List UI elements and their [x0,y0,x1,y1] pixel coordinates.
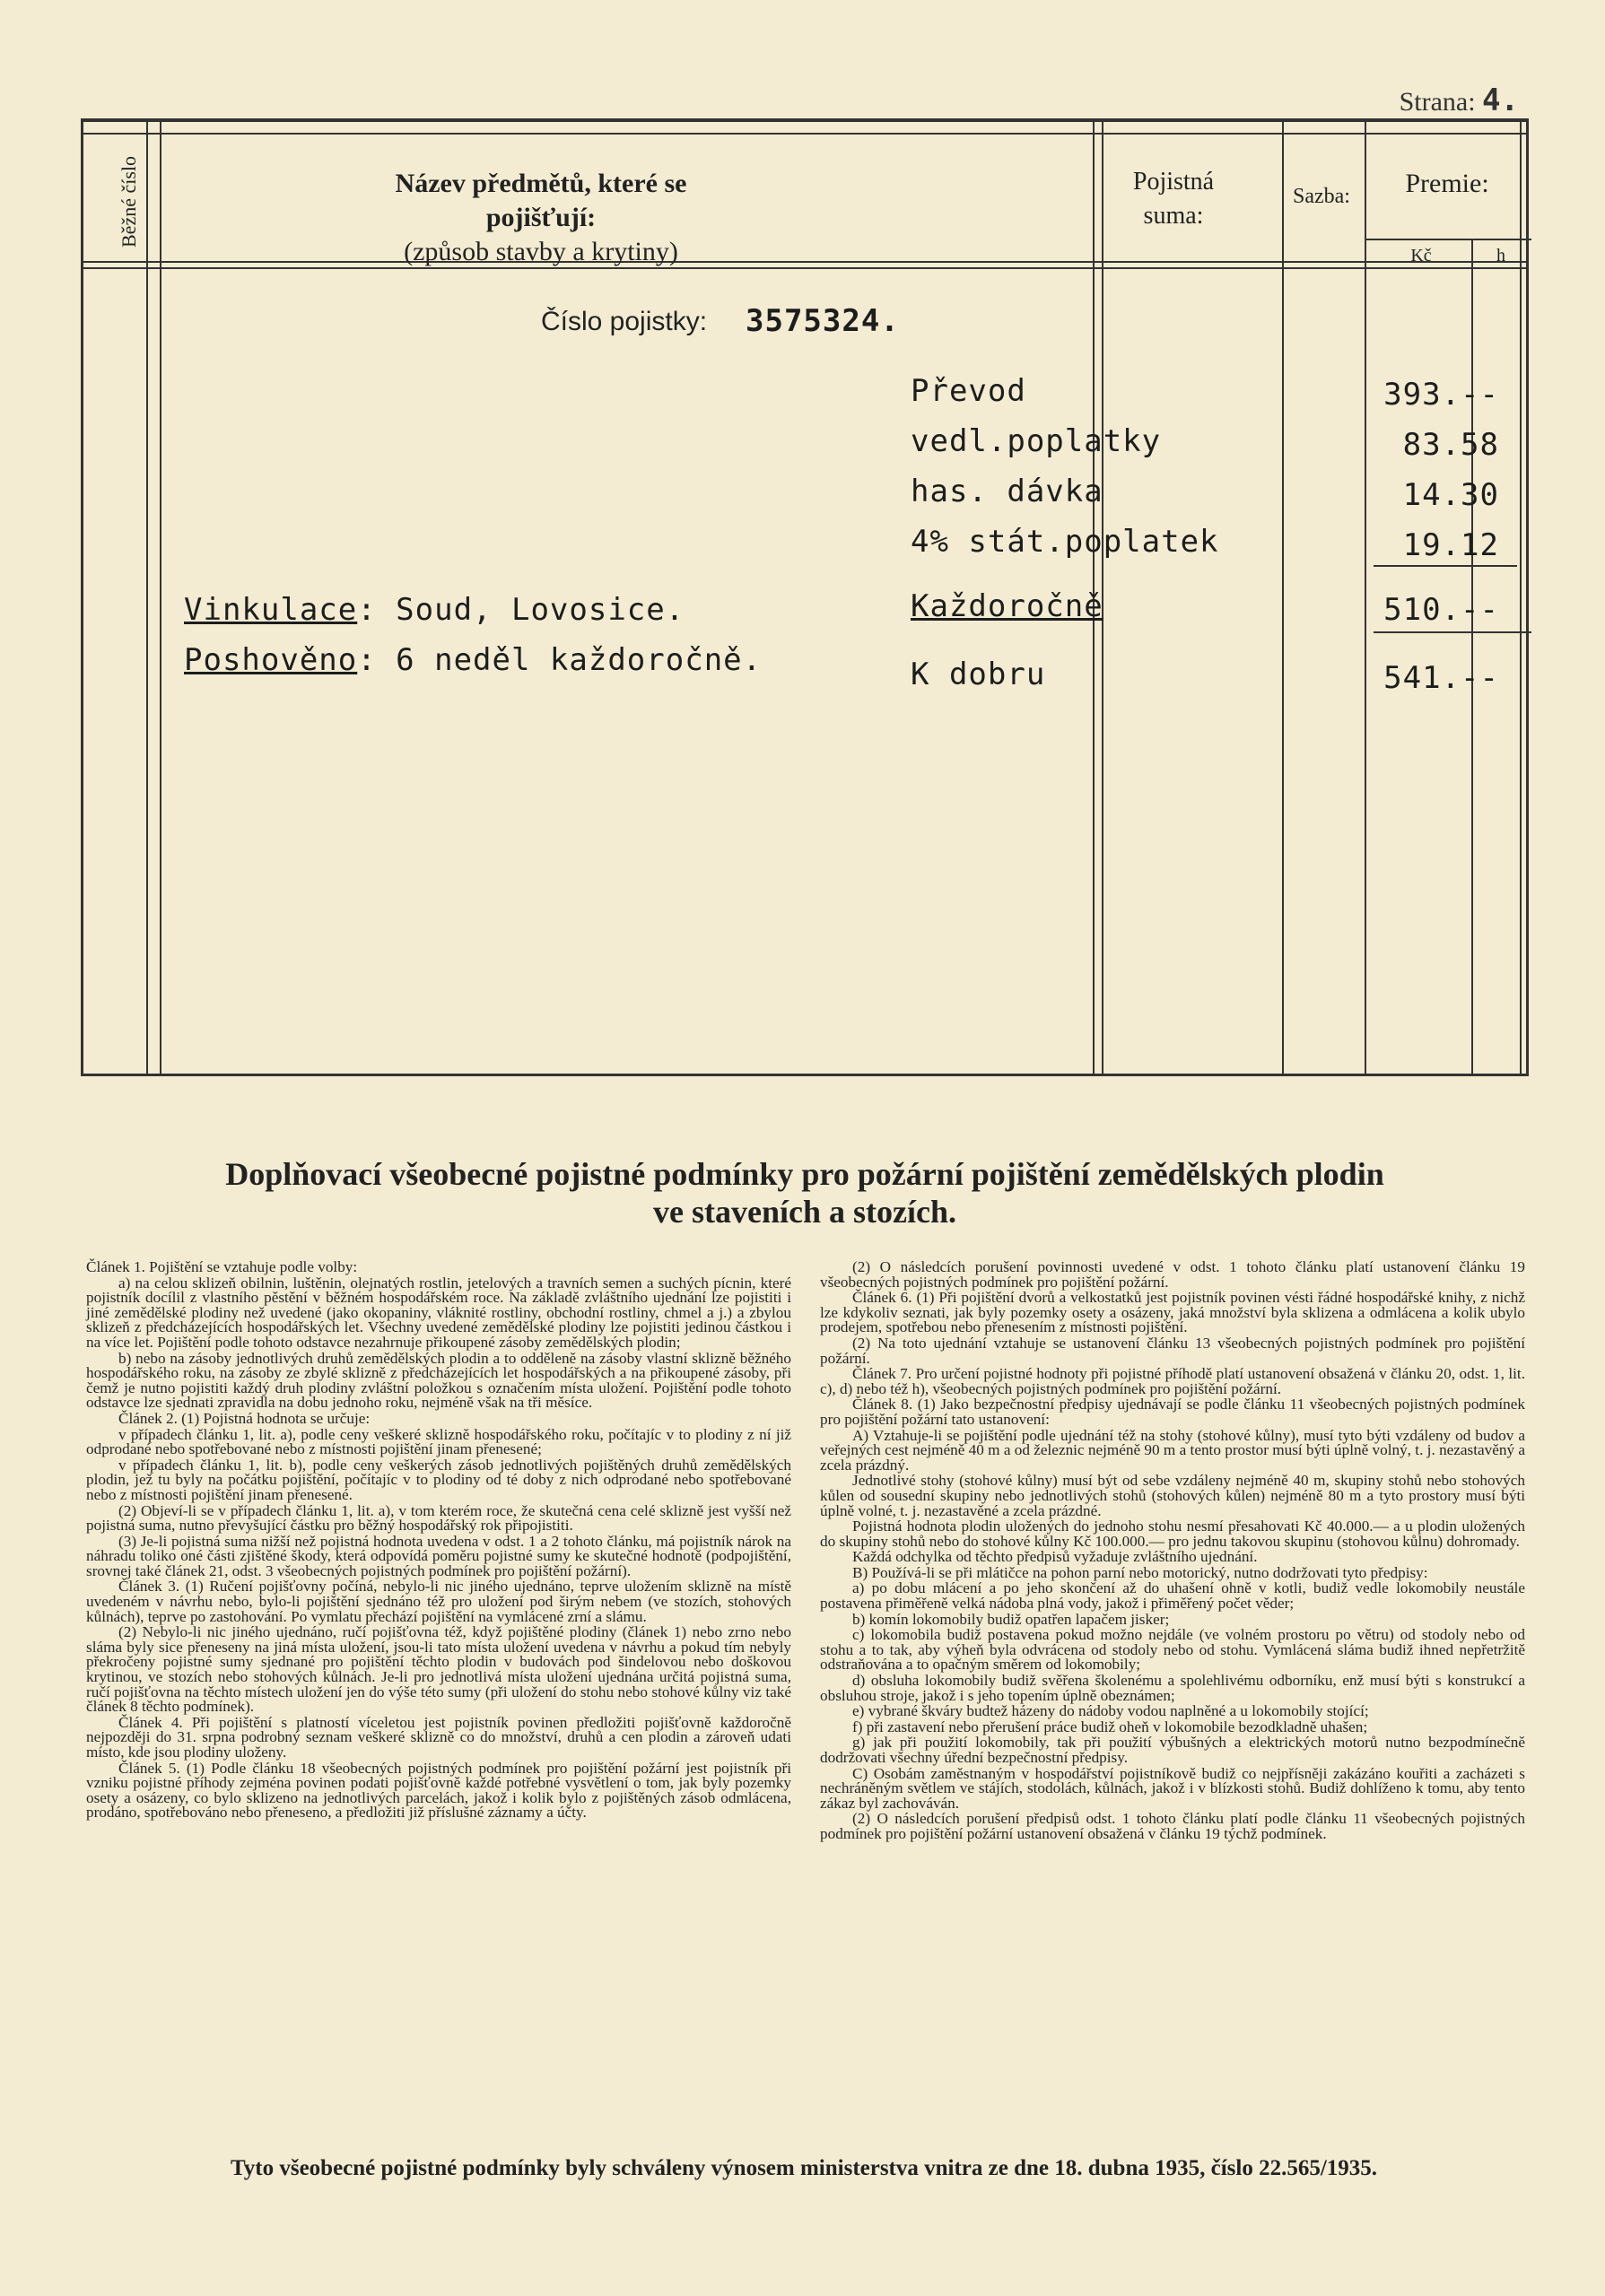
line-amount: 19.12 [1402,527,1499,563]
line-label: K dobru [911,657,1046,692]
divider [83,133,1526,135]
article-paragraph: (2) O následcích porušení předpisů odst. 1 tohoto článku platí podle článku 11 všeobecných pojistných podmínek pro pojištění požární ustanovení obsažená v článku 19 týchž podmínek. [820,1810,1525,1842]
line-amount: 541.-- [1383,660,1499,696]
page-number: Strana: 4. [1399,83,1519,118]
line-label: 4% stát.poplatek [911,524,1219,560]
hellers-header: h [1496,246,1505,265]
articles-right-column [820,1260,1525,1843]
row-number-header: Běžné číslo [118,155,140,248]
article-paragraph: Pojistná hodnota plodin uložených do jednoho stohu nesmí přesahovati Kč 40.000.— a u plodin uložených do skupiny stohů nebo do stohové kůlny Kč 100.000.— pro jednu takovou skupinu (stohovou kůlnu) dohromady. [820,1518,1525,1550]
line-amount: 14.30 [1402,477,1499,513]
article-paragraph: Každá odchylka od těchto předpisů vyžaduje zvláštního ujednání. [852,1548,1258,1566]
article-paragraph: Článek 4. Při pojištění s platností víceletou jest pojistník povinen předložiti pojišťovně každoročně nejpozději do 31. srpna podrobný seznam veškeré sklizně co do množství, druhů a cen plodin a zároveň udati místo, kde jsou plodiny uloženy. [86,1713,791,1761]
divider [1365,239,1531,240]
vinkulace-note: Vinkulace: Soud, Lovosice. [184,592,685,628]
subtotal-rule [1374,565,1517,567]
premium-header: Premie: [1405,169,1489,198]
article-paragraph: b) komín lokomobily budiž opatřen lapačem jisker; [852,1610,1170,1628]
divider [1282,122,1284,1074]
approval-footer: Tyto všeobecné pojistné podmínky byly schváleny výnosem ministerstva vnitra ze dne 18. dubna 1935, číslo 22.565/1935. [230,2156,1378,2180]
article-paragraph: Článek 1. Pojištění se vztahuje podle volby: [86,1258,358,1275]
article-paragraph: (2) Na toto ujednání vztahuje se ustanovení článku 13 všeobecných pojistných podmínek pro pojištění požární. [820,1334,1525,1367]
article-paragraph: (2) O následcích porušení povinnosti uvedené v odst. 1 tohoto článku platí ustanovení článku 19 všeobecných pojistných podmínek pro pojištění požární. [820,1258,1525,1291]
total-rule [1374,631,1531,633]
divider [83,267,1526,269]
document-title: Doplňovací všeobecné pojistné podmínky pro požární pojištění zemědělských plodin ve staveních a stozích. [225,1156,1384,1230]
article-paragraph: a) po dobu mlácení a po jeho skončení až do uhašení ohně v kotli, budiž vedle lokomobily neustále postavena přiměřeně velká nádoba plná vody, jakož i přiměřený počet věder; [820,1579,1525,1613]
article-paragraph: Článek 2. (1) Pojistná hodnota se určuje: [118,1409,371,1427]
article-paragraph: v případech článku 1, lit. b), podle ceny veškerých zásob jednotlivých pojištěných druhů zemědělských plodin, jež tu byly na počátku pojištění, počítajíc v to plodiny od té doby z nich odprodané nebo spotřebované nebo z místnosti pojištění jinam přenesené. [86,1456,791,1503]
article-paragraph: e) vybrané škváry budtež házeny do nádoby vodou naplněné a u lokomobily stojící; [852,1702,1369,1720]
divider [1365,122,1366,1074]
article-paragraph: d) obsluha lokomobily budiž svěřena školenému a spolehlivému odborníku, enž musí býti s konstrukcí a obsluhou stroje, jakož i s jeho topením úplně obeznámen; [820,1672,1525,1704]
line-label: Každoročně [911,588,1103,624]
divider [160,122,161,1074]
rate-header: Sazba: [1293,185,1350,208]
article-paragraph: B) Používá-li se při mlátičce na pohon parní nebo motorický, nutno dodržovati tyto předpisy: [852,1563,1428,1581]
items-header: Název předmětů, které se pojišťují: (způsob stavby a krytiny) [395,169,687,266]
sum-insured-header: Pojistná suma: [1132,168,1215,230]
divider [83,261,1526,263]
poshoveno-note: Poshověno: 6 neděl každoročně. [184,642,763,678]
line-amount: 510.-- [1383,592,1499,628]
divider [146,122,148,1074]
article-paragraph: b) nebo na zásoby jednotlivých druhů zemědělských plodin a to odděleně na zásoby vlastní sklizně běžného hospodářského roku, na zásoby ze zbylé sklizně z předcházejících let hospodářských a na přikoupené zásoby, při čemž je nutno pojistiti každý druh plodiny zvláštní položkou s označením místa uložení. Pojištění podle tohoto odstavce lze sjednati zpravidla na dobu jednoho roku, nejméně však na tři měsíce. [86,1349,791,1412]
article-paragraph: Článek 3. (1) Ručení pojišťovny počíná, nebylo-li nic jiného ujednáno, teprve uložením sklizně na místě uvedeném v návrhu nebo, bylo-li pojištění sjednáno též pro uložení pod širým nebem (ve stozích, stohových kůlnách), teprve po zastohování. Po vymlatu přechází pojištění na vymlácené zrní a slámu. [86,1578,791,1625]
line-label: vedl.poplatky [911,423,1162,459]
article-paragraph: (2) Objeví-li se v případech článku 1, lit. a), v tom kterém roce, že skutečná cena celé sklizně jest vyšší než pojistná suma, nutno převyšující částku pro běžný hospodářský rok připojistiti. [86,1501,791,1535]
policy-number: 3575324. [746,303,900,339]
articles-left-column [86,1260,791,1822]
divider [1471,240,1473,1074]
article-paragraph: Jednotlivé stohy (stohové kůlny) musí být od sebe vzdáleny nejméně 40 m, skupiny stohů nebo stohových kůlen od sousední skupiny nebo jednotlivých stohů (stohových kůlen) nejméně 80 m a tyto prostory musí býti úplně volné, t. j. nezastavěné a zcela prázdné. [820,1472,1525,1519]
article-paragraph: Článek 8. (1) Jako bezpečnostní předpisy ujednávají se podle článku 11 všeobecných pojistných podmínek pro pojištění požární tato ustanovení: [820,1396,1525,1428]
article-paragraph: (2) Nebylo-li nic jiného ujednáno, ručí pojišťovna též, když pojištěné plodiny (článek 1) nebo zrno nebo sláma byly sice přeneseny na jiná místa uložení, jsou-li tato místa uložení uvedena v návrhu a pokud tím nebyly překročeny pojistné sumy sjednané pro pojištění těchto plodin v budovách pod šindelovou nebo doškovou krytinou, ve stozích nebo stohových kůlnách. Je-li pro jednotlivá místa uložení ujednána určitá pojistná suma, ručí pojišťovna na těchto místech uložení jen do výše této sumy (při uložení do stohu nebo stohové kůlny viz také článek 8 těchto podmínek). [86,1623,791,1716]
article-paragraph: f) při zastavení nebo přerušení práce budiž oheň v lokomobile bezodkladně uhašen; [852,1718,1368,1735]
article-paragraph: a) na celou sklizeň obilnin, luštěnin, olejnatých rostlin, jetelových a travních semen a suchých pícnin, které pojistník docílil z vlastního pěstění v běžném hospodářském roce. Na základě zvláštního ujednání lze pojistiti i jiné zemědělské plodiny než uvedené (jako okopaniny, vláknité rostliny, obchodní rostliny, chmel a j.) a zbylou sklizeň z předcházejících hospodářských let. Všechny uvedené zemědělské plodiny lze pojistiti jedinou částkou i na více let. Pojištění podle tohoto odstavce nezahrnuje přikoupené zásoby zemědělských plodin; [86,1274,791,1351]
insurance-form-table [81,118,1529,1076]
line-label: Převod [911,373,1026,409]
article-paragraph: g) jak při použití lokomobily, tak při použití výbušných a elektrických motorů nutno bezpodmínečně dodržovati všechny úřední bezpečnostní předpisy. [820,1734,1525,1766]
article-paragraph: v případech článku 1, lit. a), podle ceny veškeré sklizně hospodářského roku, počítajíc v to plodiny z ní již odprodané nebo spotřebované nebo z místnosti pojištění jinam přenesené; [86,1425,791,1458]
article-paragraph: C) Osobám zaměstnaným v hospodářství pojistníkově budiž co nejpřísněji zakázáno kouřiti a zacházeti s nechráněným světlem ve stájích, stodolách, kůlnách, jakož i v blízkosti stohů. Budiž dohlíženo k tomu, aby tento zákaz byl zachováván. [820,1764,1525,1812]
policy-number-label: Číslo pojistky: [541,307,708,336]
line-label: has. dávka [911,474,1103,509]
article-paragraph: Článek 6. (1) Při pojištění dvorů a velkostatků jest pojistník povinen vésti řádné hospodářské knihy, z nichž lze kdykoliv seznati, jak byly pozemky osety a osázeny, jaká množství byla sklizena a odmlácena a kolik ubylo prodejem, spotřebou nebo přenesením z místnosti pojištění. [820,1289,1525,1336]
line-amount: 83.58 [1402,427,1499,463]
article-paragraph: Článek 5. (1) Podle článku 18 všeobecných pojistných podmínek pro pojištění požární jest pojistník při vzniku pojistné příhody zejména povinen podati pojišťovně každé potřebné vysvětlení o tom, jak byly pozemky osety a osázeny, co bylo sklizeno na jednotlivých parcelách, jakož i kolik bylo z pojištěných zásob odmlácena, prodáno, spotřebováno nebo přeneseno, a předložiti již příslušné záznamy a účty. [86,1759,791,1822]
article-paragraph: A) Vztahuje-li se pojištění podle ujednání též na stohy (stohové kůlny), musí tyto býti vzdáleny od budov a veřejných cest nejméně 40 m a od železnic nejméně 90 m a tento prostor musí býti úplně volný, t. j. nezastavěný a zcela prázdný. [820,1426,1525,1474]
article-paragraph: (3) Je-li pojistná suma nižší než pojistná hodnota uvedena v odst. 1 a 2 tohoto článku, má pojistník nárok na náhradu toliko oné části zjištěné škody, která odpovídá poměru pojistné sumy ke skutečné hodnotě (podpojištění, srovnej také článek 21, odst. 3 všeobecných pojistných podmínek pro pojištění požární). [86,1532,791,1579]
article-paragraph: Článek 7. Pro určení pojistné hodnoty při pojistné příhodě platí ustanovení obsažená v článku 20, odst. 1, lit. c), d) nebo též h), všeobecných pojistných podmínek pro pojištění požární. [820,1365,1525,1397]
line-amount: 393.-- [1383,377,1499,413]
crowns-header: Kč [1410,246,1432,265]
article-paragraph: c) lokomobila budiž postavena pokud možno nejdále (ve volném prostoru po větru) od stodoly nebo od stohu a to tak, aby výheň byla odvrácena od stodoly nebo od stohu. Vymlácená sláma budiž ihned nepřetržitě odstraňována a to opačným směrem od lokomobily; [820,1626,1525,1674]
